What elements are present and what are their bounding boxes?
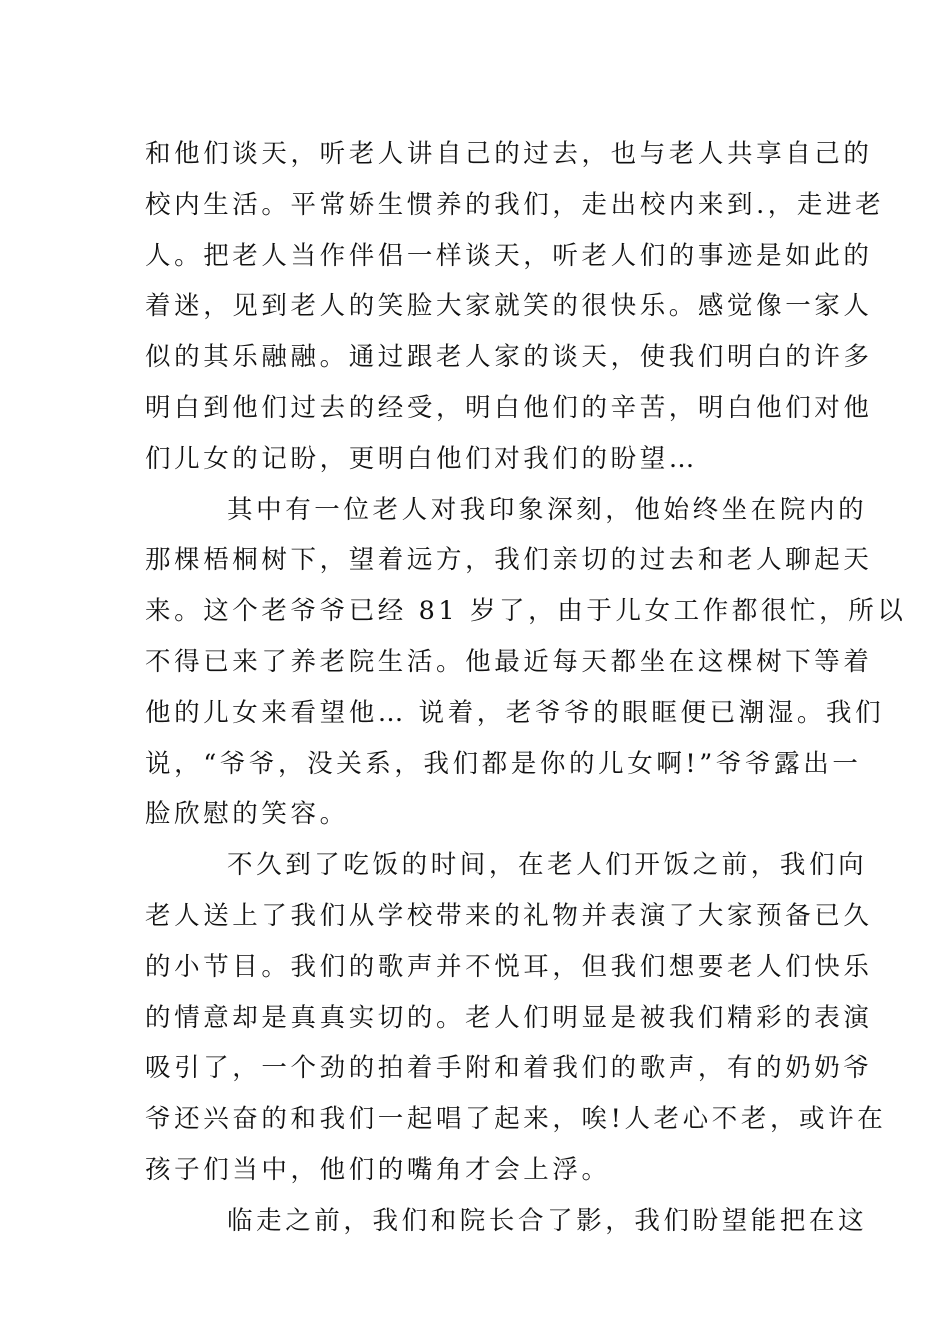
text-line: 着迷，见到老人的笑脸大家就笑的很快乐。感觉像一家人 xyxy=(145,291,873,322)
text-line: 和他们谈天，听老人讲自己的过去，也与老人共享自己的 xyxy=(145,139,873,169)
text-line: 脸欣慰的笑容。 xyxy=(145,799,349,830)
text-line: 不久到了吃饭的时间，在老人们开饭之前，我们向 xyxy=(227,850,868,881)
text-line: 校内生活。平常娇生惯养的我们，走出校内来到.，走进老 xyxy=(145,189,885,220)
text-line: 老人送上了我们从学校带来的礼物并表演了大家预备已久 xyxy=(145,900,873,931)
document-body xyxy=(145,129,907,1247)
text-line: 他的儿女来看望他… 说着，老爷爷的眼眶便已潮湿。我们 xyxy=(145,697,885,728)
paragraph-4 xyxy=(145,1196,868,1247)
text-line: 不得已来了养老院生活。他最近每天都坐在这棵树下等着 xyxy=(145,646,873,677)
text-line: 爷还兴奋的和我们一起唱了起来，唉!人老心不老，或许在 xyxy=(145,1104,887,1135)
text-line: 说，“爷爷，没关系，我们都是你的儿女啊!”爷爷露出一 xyxy=(145,748,862,779)
text-line: 其中有一位老人对我印象深刻，他始终坐在院内的 xyxy=(227,494,868,525)
text-line: 的情意却是真真实切的。老人们明显是被我们精彩的表演 xyxy=(145,1002,873,1033)
text-line: 们儿女的记盼，更明白他们对我们的盼望… xyxy=(145,443,698,474)
paragraph-2 xyxy=(145,485,907,841)
paragraph-3 xyxy=(145,840,887,1196)
text-line: 那棵梧桐树下，望着远方，我们亲切的过去和老人聊起天 xyxy=(145,545,873,576)
text-line: 来。这个老爷爷已经 81 岁了，由于儿女工作都很忙，所以 xyxy=(145,596,907,627)
paragraph-1 xyxy=(145,129,885,485)
text-line: 吸引了，一个劲的拍着手附和着我们的歌声，有的奶奶爷 xyxy=(145,1053,873,1084)
text-line: 似的其乐融融。通过跟老人家的谈天，使我们明白的许多 xyxy=(145,342,873,373)
text-line: 临走之前，我们和院长合了影，我们盼望能把在这 xyxy=(227,1205,868,1236)
text-line: 明白到他们过去的经受，明白他们的辛苦，明白他们对他 xyxy=(145,392,873,423)
text-line: 的小节目。我们的歌声并不悦耳，但我们想要老人们快乐 xyxy=(145,951,873,982)
text-line: 孩子们当中，他们的嘴角才会上浮。 xyxy=(145,1154,611,1185)
text-line: 人。把老人当作伴侣一样谈天，听老人们的事迹是如此的 xyxy=(145,240,873,271)
